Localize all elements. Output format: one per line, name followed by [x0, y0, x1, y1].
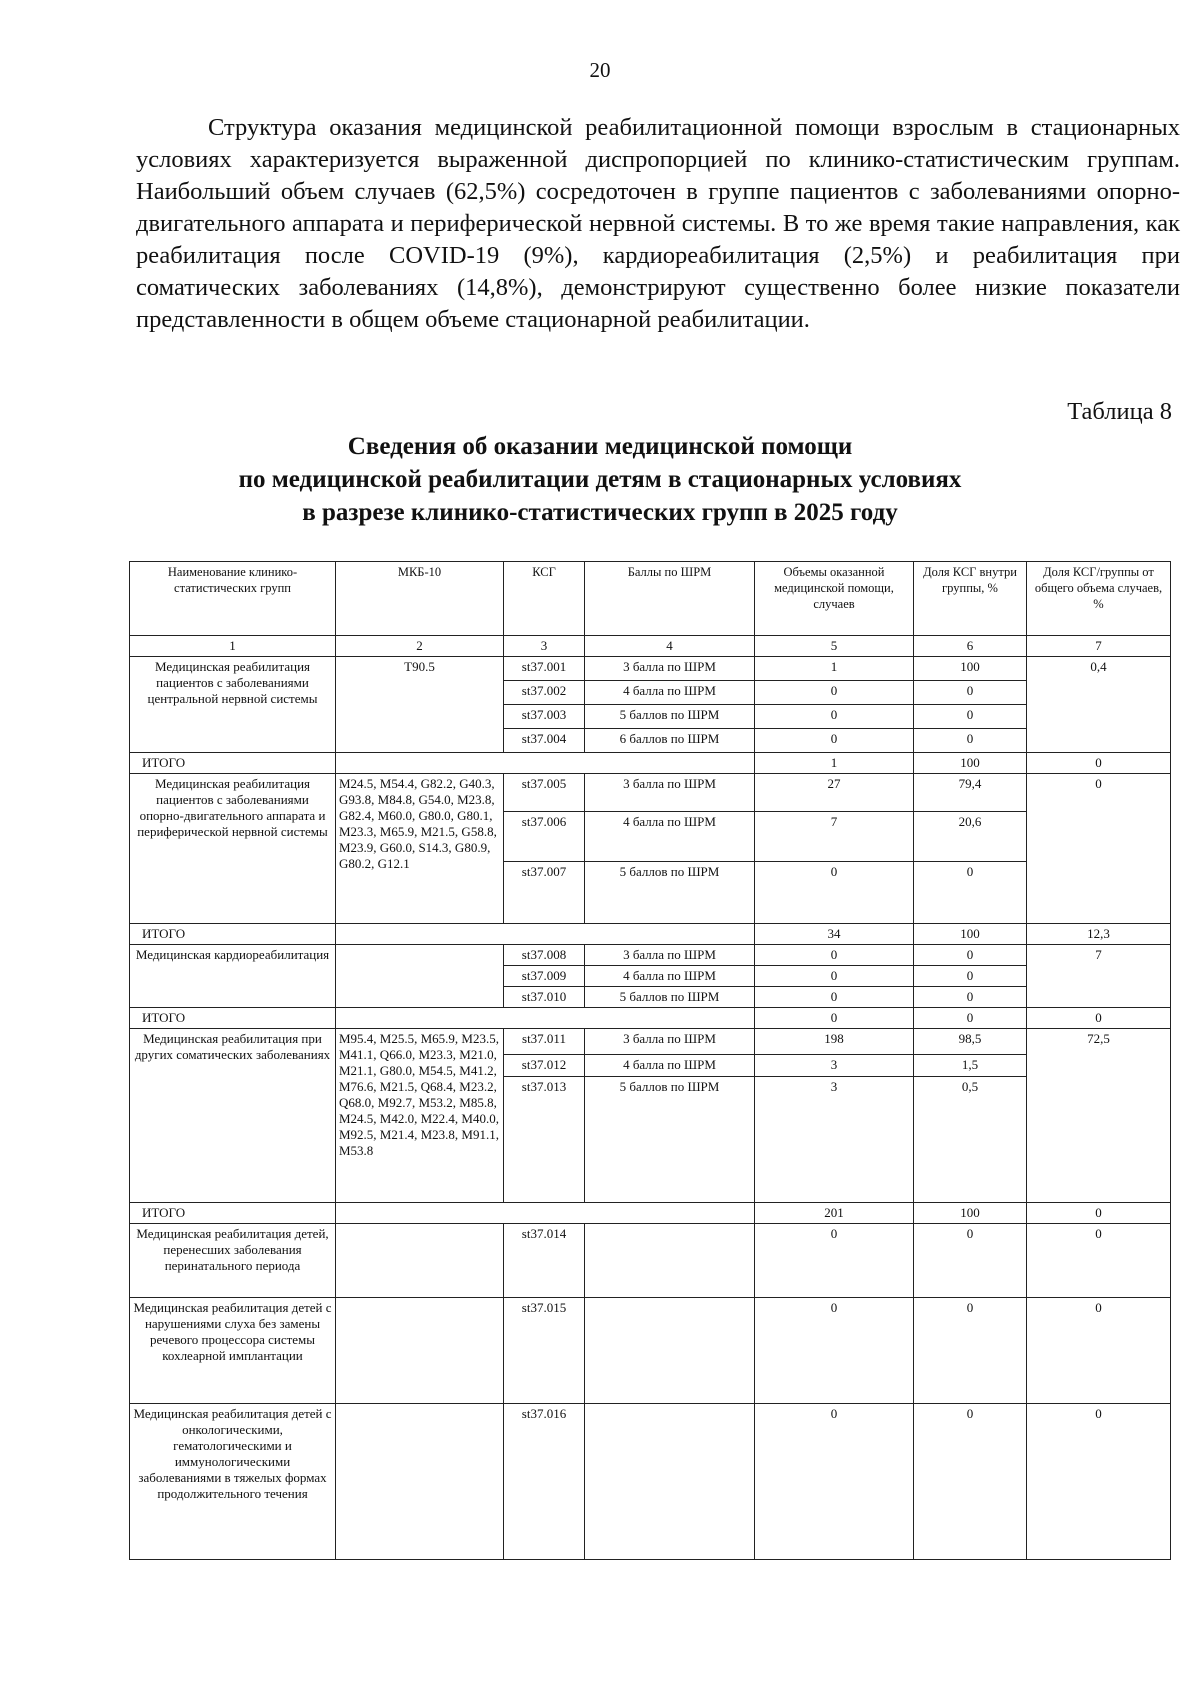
shrm-score: 3 балла по ШРМ [585, 1029, 755, 1055]
ksg-code: st37.006 [504, 812, 585, 862]
ksg-code: st37.005 [504, 774, 585, 812]
total-row [130, 1203, 1171, 1224]
group-share: 0 [1027, 774, 1171, 924]
table-row [130, 1224, 1171, 1298]
header-cell: Баллы по ШРМ [585, 562, 755, 636]
ksg-code: st37.004 [504, 729, 585, 753]
mkb-codes: T90.5 [336, 657, 504, 753]
table-header-row [130, 562, 1171, 636]
table-title-line-3: в разрезе клинико-статистических групп в 2025 году [302, 499, 898, 526]
shrm-score: 3 балла по ШРМ [585, 945, 755, 966]
column-number: 2 [336, 636, 504, 657]
total-row [130, 924, 1171, 945]
case-count: 27 [755, 774, 914, 812]
total-share: 0 [1027, 1008, 1171, 1029]
case-count: 0 [755, 705, 914, 729]
ksg-code: st37.001 [504, 657, 585, 681]
ksg-share: 0 [914, 1298, 1027, 1404]
total-row [130, 753, 1171, 774]
case-count: 0 [755, 945, 914, 966]
total-cases: 34 [755, 924, 914, 945]
table-row [130, 1298, 1171, 1404]
total-pct: 100 [914, 924, 1027, 945]
ksg-share: 0 [914, 966, 1027, 987]
ksg-share: 20,6 [914, 812, 1027, 862]
body-paragraph: Структура оказания медицинской реабилитационной помощи взрослым в стационарных условиях характеризуется выраженной диспропорцией по клинико-статистическим группам. Наибольший объем случаев (62,5%) сосредоточен в группе пациентов с заболеваниями опорно-двигательного аппарата и периферической нервной системы. В то же время такие направления, как реабилитация после COVID-19 (9%), кардиореабилитация (2,5%) и реабилитация при соматических заболеваниях (14,8%), демонстрируют существенно более низкие показатели представленности в общем объеме стационарной реабилитации. [136, 114, 1180, 333]
ksg-share: 0 [914, 987, 1027, 1008]
table-row [130, 774, 1171, 812]
mkb-codes [336, 945, 504, 1008]
ksg-code: st37.014 [504, 1224, 585, 1298]
group-name: Медицинская кардиореабилитация [130, 945, 336, 1008]
table-title-line-2: по медицинской реабилитации детям в стационарных условиях [238, 466, 962, 493]
case-count: 1 [755, 657, 914, 681]
group-share: 0 [1027, 1404, 1171, 1560]
mkb-codes: M95.4, M25.5, M65.9, M23.5, M41.1, Q66.0, M23.3, M21.0, M21.1, G80.0, M54.5, M41.2, M76.6, M21.5, Q68.4, M23.2, Q68.0, M92.7, M53.2, M85.8, M24.5, M42.0, M22.4, M40.0, M92.5, M21.4, M23.8, M91.1, M53.8 [336, 1029, 504, 1203]
column-number: 5 [755, 636, 914, 657]
total-pct: 100 [914, 1203, 1027, 1224]
page-number: 20 [589, 58, 611, 82]
group-name: Медицинская реабилитация пациентов с заболеваниями опорно-двигательного аппарата и периферической нервной системы [130, 774, 336, 924]
ksg-share: 0 [914, 729, 1027, 753]
table-title-line-1: Сведения об оказании медицинской помощи [347, 433, 853, 460]
group-share: 0 [1027, 1298, 1171, 1404]
shrm-score: 3 балла по ШРМ [585, 774, 755, 812]
case-count: 7 [755, 812, 914, 862]
header-cell: МКБ-10 [336, 562, 504, 636]
column-number: 7 [1027, 636, 1171, 657]
table-caption: Таблица 8 [1067, 398, 1172, 425]
case-count: 0 [755, 681, 914, 705]
shrm-score: 5 баллов по ШРМ [585, 705, 755, 729]
column-number: 3 [504, 636, 585, 657]
ksg-code: st37.008 [504, 945, 585, 966]
ksg-share: 79,4 [914, 774, 1027, 812]
table-row [130, 1029, 1171, 1055]
ksg-share: 98,5 [914, 1029, 1027, 1055]
column-number: 4 [585, 636, 755, 657]
header-cell: Доля КСГ внутри группы, % [914, 562, 1027, 636]
header-cell: Доля КСГ/группы от общего объема случаев, % [1027, 562, 1171, 636]
case-count: 0 [755, 987, 914, 1008]
case-count: 3 [755, 1055, 914, 1077]
group-name: Медицинская реабилитация детей с онкологическими, гематологическими и иммунологическими заболеваниями в тяжелых формах продолжительного течения [130, 1404, 336, 1560]
ksg-share: 0,5 [914, 1077, 1027, 1203]
total-label: ИТОГО [130, 753, 336, 774]
group-name: Медицинская реабилитация детей, перенесших заболевания перинатального периода [130, 1224, 336, 1298]
total-cases: 0 [755, 1008, 914, 1029]
case-count: 0 [755, 966, 914, 987]
total-pct: 0 [914, 1008, 1027, 1029]
ksg-code: st37.003 [504, 705, 585, 729]
shrm-score: 5 баллов по ШРМ [585, 987, 755, 1008]
ksg-code: st37.015 [504, 1298, 585, 1404]
group-share: 0,4 [1027, 657, 1171, 753]
shrm-score: 5 баллов по ШРМ [585, 862, 755, 924]
shrm-score: 4 балла по ШРМ [585, 681, 755, 705]
shrm-score: 6 баллов по ШРМ [585, 729, 755, 753]
group-name: Медицинская реабилитация пациентов с заболеваниями центральной нервной системы [130, 657, 336, 753]
shrm-score: 4 балла по ШРМ [585, 812, 755, 862]
shrm-score: 5 баллов по ШРМ [585, 1077, 755, 1203]
total-row [130, 1008, 1171, 1029]
rehab-table [129, 561, 1171, 1560]
column-number: 6 [914, 636, 1027, 657]
total-share: 12,3 [1027, 924, 1171, 945]
ksg-code: st37.009 [504, 966, 585, 987]
total-share: 0 [1027, 1203, 1171, 1224]
column-number-row [130, 636, 1171, 657]
ksg-code: st37.010 [504, 987, 585, 1008]
shrm-score: 4 балла по ШРМ [585, 1055, 755, 1077]
case-count: 0 [755, 1298, 914, 1404]
group-share: 7 [1027, 945, 1171, 1008]
case-count: 0 [755, 1404, 914, 1560]
ksg-code: st37.016 [504, 1404, 585, 1560]
ksg-share: 0 [914, 862, 1027, 924]
group-name: Медицинская реабилитация детей с нарушениями слуха без замены речевого процессора системы кохлеарной имплантации [130, 1298, 336, 1404]
mkb-codes: M24.5, M54.4, G82.2, G40.3, G93.8, M84.8, G54.0, M23.8, G82.4, M60.0, G80.0, G80.1, M23.3, M65.9, M21.5, G58.8, M23.9, G60.0, S14.3, G80.9, G80.2, G12.1 [336, 774, 504, 924]
ksg-share: 0 [914, 1404, 1027, 1560]
ksg-code: st37.012 [504, 1055, 585, 1077]
ksg-share: 1,5 [914, 1055, 1027, 1077]
column-number: 1 [130, 636, 336, 657]
shrm-score: 3 балла по ШРМ [585, 657, 755, 681]
total-cases: 1 [755, 753, 914, 774]
group-share: 72,5 [1027, 1029, 1171, 1203]
header-cell: КСГ [504, 562, 585, 636]
ksg-code: st37.013 [504, 1077, 585, 1203]
ksg-code: st37.002 [504, 681, 585, 705]
table-row [130, 945, 1171, 966]
total-share: 0 [1027, 753, 1171, 774]
table-title [0, 430, 1200, 529]
header-cell: Объемы оказанной медицинской помощи, случаев [755, 562, 914, 636]
group-share: 0 [1027, 1224, 1171, 1298]
total-label: ИТОГО [130, 1203, 336, 1224]
ksg-share: 100 [914, 657, 1027, 681]
ksg-share: 0 [914, 705, 1027, 729]
case-count: 198 [755, 1029, 914, 1055]
ksg-share: 0 [914, 1224, 1027, 1298]
ksg-share: 0 [914, 945, 1027, 966]
table-row [130, 657, 1171, 681]
case-count: 0 [755, 729, 914, 753]
case-count: 0 [755, 862, 914, 924]
group-name: Медицинская реабилитация при других соматических заболеваниях [130, 1029, 336, 1203]
case-count: 3 [755, 1077, 914, 1203]
ksg-code: st37.007 [504, 862, 585, 924]
total-label: ИТОГО [130, 1008, 336, 1029]
total-cases: 201 [755, 1203, 914, 1224]
table-row [130, 1404, 1171, 1560]
total-pct: 100 [914, 753, 1027, 774]
ksg-code: st37.011 [504, 1029, 585, 1055]
total-label: ИТОГО [130, 924, 336, 945]
shrm-score: 4 балла по ШРМ [585, 966, 755, 987]
ksg-share: 0 [914, 681, 1027, 705]
header-cell: Наименование клинико-статистических групп [130, 562, 336, 636]
case-count: 0 [755, 1224, 914, 1298]
